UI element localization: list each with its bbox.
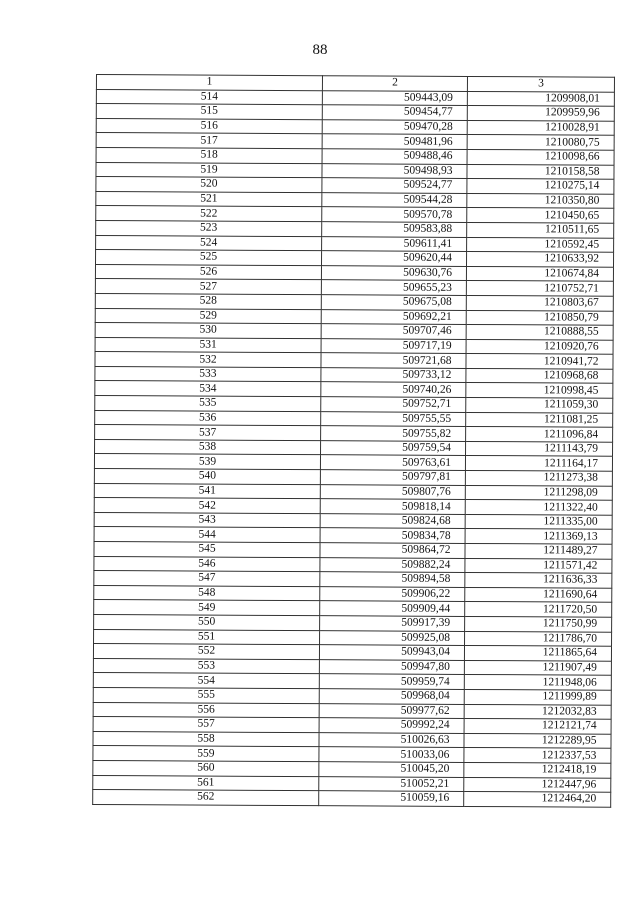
- x-coordinate-cell: 509481,96: [322, 134, 467, 149]
- y-coordinate-cell: 1212121,74: [464, 719, 611, 734]
- y-coordinate-cell: 1211298,09: [465, 485, 612, 500]
- y-coordinate-cell: 1210633,92: [466, 252, 613, 267]
- x-coordinate-cell: 510059,16: [319, 791, 464, 806]
- x-coordinate-cell: 509925,08: [320, 630, 465, 645]
- y-coordinate-cell: 1210803,67: [466, 295, 613, 310]
- x-coordinate-cell: 509755,55: [321, 411, 466, 426]
- point-number-cell: 534: [95, 381, 321, 397]
- y-coordinate-cell: 1212418,19: [464, 762, 611, 777]
- y-coordinate-cell: 1210511,65: [467, 222, 614, 237]
- y-coordinate-cell: 1211489,27: [465, 543, 612, 558]
- x-coordinate-cell: 509818,14: [320, 499, 465, 514]
- x-coordinate-cell: 509488,46: [322, 149, 467, 164]
- x-coordinate-cell: 509707,46: [321, 324, 466, 339]
- page-number: 88: [312, 42, 328, 58]
- y-coordinate-cell: 1212447,96: [464, 777, 611, 792]
- point-number-cell: 535: [95, 396, 321, 412]
- point-number-cell: 515: [96, 104, 322, 120]
- point-number-cell: 540: [94, 469, 320, 485]
- y-coordinate-cell: 1211865,64: [464, 646, 611, 661]
- y-coordinate-cell: 1210158,58: [467, 164, 614, 179]
- point-number-cell: 551: [94, 629, 320, 645]
- point-number-cell: 561: [93, 775, 319, 791]
- x-coordinate-cell: 509443,09: [322, 90, 467, 105]
- point-number-cell: 545: [94, 541, 320, 557]
- point-number-cell: 562: [93, 790, 319, 806]
- y-coordinate-cell: 1211750,99: [465, 616, 612, 631]
- point-number-cell: 550: [94, 614, 320, 630]
- point-number-cell: 537: [95, 425, 321, 441]
- y-coordinate-cell: 1211720,50: [465, 602, 612, 617]
- y-coordinate-cell: 1210920,76: [466, 339, 613, 354]
- x-coordinate-cell: 509947,80: [319, 659, 464, 674]
- point-number-cell: 552: [93, 644, 319, 660]
- y-coordinate-cell: 1212337,53: [464, 748, 611, 763]
- y-coordinate-cell: 1211948,06: [464, 675, 611, 690]
- x-coordinate-cell: 510052,21: [319, 776, 464, 791]
- point-number-cell: 556: [93, 702, 319, 718]
- x-coordinate-cell: 509763,61: [320, 455, 465, 470]
- point-number-cell: 544: [94, 527, 320, 543]
- y-coordinate-cell: 1211164,17: [465, 456, 612, 471]
- point-number-cell: 529: [95, 308, 321, 324]
- x-coordinate-cell: 509943,04: [319, 645, 464, 660]
- y-coordinate-cell: 1210028,91: [467, 120, 614, 135]
- x-coordinate-cell: 509864,72: [320, 543, 465, 558]
- x-coordinate-cell: 509620,44: [322, 251, 467, 266]
- x-coordinate-cell: 509894,58: [320, 572, 465, 587]
- y-coordinate-cell: 1209959,96: [467, 106, 614, 121]
- y-coordinate-cell: 1210888,55: [466, 325, 613, 340]
- x-coordinate-cell: 509968,04: [319, 689, 464, 704]
- point-number-cell: 525: [96, 250, 322, 266]
- point-number-cell: 555: [93, 687, 319, 703]
- point-number-cell: 533: [95, 366, 321, 382]
- x-coordinate-cell: 509759,54: [321, 441, 466, 456]
- x-coordinate-cell: 509721,68: [321, 353, 466, 368]
- point-number-cell: 549: [94, 600, 320, 616]
- point-number-cell: 523: [96, 220, 322, 236]
- x-coordinate-cell: 509524,77: [322, 178, 467, 193]
- x-coordinate-cell: 509740,26: [321, 382, 466, 397]
- x-coordinate-cell: 509906,22: [320, 586, 465, 601]
- y-coordinate-cell: 1211059,30: [466, 398, 613, 413]
- point-number-cell: 560: [93, 760, 319, 776]
- point-number-cell: 518: [96, 147, 322, 163]
- point-number-cell: 548: [94, 585, 320, 601]
- point-number-cell: 554: [93, 673, 319, 689]
- point-number-cell: 526: [95, 264, 321, 280]
- point-number-cell: 532: [95, 352, 321, 368]
- y-coordinate-cell: 1210850,79: [466, 310, 613, 325]
- x-coordinate-cell: 509733,12: [321, 368, 466, 383]
- y-coordinate-cell: 1211143,79: [466, 441, 613, 456]
- y-coordinate-cell: 1210674,84: [466, 266, 613, 281]
- point-number-cell: 559: [93, 746, 319, 762]
- x-coordinate-cell: 509544,28: [322, 192, 467, 207]
- point-number-cell: 528: [95, 293, 321, 309]
- point-number-cell: 539: [94, 454, 320, 470]
- y-coordinate-cell: 1210098,66: [467, 149, 614, 164]
- y-coordinate-cell: 1211335,00: [465, 514, 612, 529]
- point-number-cell: 547: [94, 571, 320, 587]
- x-coordinate-cell: 509977,62: [319, 703, 464, 718]
- y-coordinate-cell: 1210450,65: [467, 208, 614, 223]
- x-coordinate-cell: 509655,23: [321, 280, 466, 295]
- table-row: [93, 790, 611, 807]
- y-coordinate-cell: 1210998,45: [466, 383, 613, 398]
- point-number-cell: 546: [94, 556, 320, 572]
- x-coordinate-cell: 509959,74: [319, 674, 464, 689]
- x-coordinate-cell: 509807,76: [320, 484, 465, 499]
- point-number-cell: 520: [96, 177, 322, 193]
- x-coordinate-cell: 509909,44: [320, 601, 465, 616]
- point-number-cell: 558: [93, 731, 319, 747]
- x-coordinate-cell: 509630,76: [321, 265, 466, 280]
- x-coordinate-cell: 509824,68: [320, 513, 465, 528]
- point-number-cell: 538: [95, 439, 321, 455]
- x-coordinate-cell: 509752,71: [321, 397, 466, 412]
- x-coordinate-cell: 509583,88: [322, 222, 467, 237]
- y-coordinate-cell: 1209908,01: [467, 91, 614, 106]
- point-number-cell: 557: [93, 717, 319, 733]
- header-col-1: 1: [96, 75, 322, 91]
- x-coordinate-cell: 509755,82: [321, 426, 466, 441]
- y-coordinate-cell: 1211999,89: [464, 689, 611, 704]
- x-coordinate-cell: 509992,24: [319, 718, 464, 733]
- y-coordinate-cell: 1212289,95: [464, 733, 611, 748]
- y-coordinate-cell: 1211786,70: [465, 631, 612, 646]
- x-coordinate-cell: 509917,39: [320, 616, 465, 631]
- y-coordinate-cell: 1212032,83: [464, 704, 611, 719]
- point-number-cell: 542: [94, 498, 320, 514]
- point-number-cell: 524: [96, 235, 322, 251]
- x-coordinate-cell: 510033,06: [319, 747, 464, 762]
- x-coordinate-cell: 509498,93: [322, 163, 467, 178]
- point-number-cell: 519: [96, 162, 322, 178]
- y-coordinate-cell: 1211369,13: [465, 529, 612, 544]
- point-number-cell: 516: [96, 118, 322, 134]
- x-coordinate-cell: 509834,78: [320, 528, 465, 543]
- point-number-cell: 543: [94, 512, 320, 528]
- y-coordinate-cell: 1211096,84: [466, 427, 613, 442]
- y-coordinate-cell: 1210592,45: [467, 237, 614, 252]
- point-number-cell: 527: [95, 279, 321, 295]
- y-coordinate-cell: 1211690,64: [465, 587, 612, 602]
- y-coordinate-cell: 1211636,33: [465, 573, 612, 588]
- x-coordinate-cell: 509454,77: [322, 105, 467, 120]
- header-col-3: 3: [467, 76, 614, 91]
- point-number-cell: 514: [96, 89, 322, 105]
- y-coordinate-cell: 1210080,75: [467, 135, 614, 150]
- x-coordinate-cell: 509692,21: [321, 309, 466, 324]
- point-number-cell: 521: [96, 191, 322, 207]
- x-coordinate-cell: 509570,78: [322, 207, 467, 222]
- y-coordinate-cell: 1211273,38: [465, 470, 612, 485]
- y-coordinate-cell: 1210968,68: [466, 368, 613, 383]
- y-coordinate-cell: 1211907,49: [464, 660, 611, 675]
- point-number-cell: 531: [95, 337, 321, 353]
- point-number-cell: 536: [95, 410, 321, 426]
- y-coordinate-cell: 1210941,72: [466, 354, 613, 369]
- y-coordinate-cell: 1211081,25: [466, 412, 613, 427]
- x-coordinate-cell: 510026,63: [319, 732, 464, 747]
- y-coordinate-cell: 1211571,42: [465, 558, 612, 573]
- x-coordinate-cell: 509470,28: [322, 119, 467, 134]
- point-number-cell: 541: [94, 483, 320, 499]
- x-coordinate-cell: 509882,24: [320, 557, 465, 572]
- point-number-cell: 522: [96, 206, 322, 222]
- point-number-cell: 553: [93, 658, 319, 674]
- x-coordinate-cell: 509717,19: [321, 338, 466, 353]
- x-coordinate-cell: 509675,08: [321, 295, 466, 310]
- y-coordinate-cell: 1211322,40: [465, 500, 612, 515]
- header-col-2: 2: [322, 76, 467, 91]
- point-number-cell: 517: [96, 133, 322, 149]
- y-coordinate-cell: 1212464,20: [464, 792, 611, 807]
- table-body: [93, 89, 615, 807]
- x-coordinate-cell: 510045,20: [319, 762, 464, 777]
- point-number-cell: 530: [95, 323, 321, 339]
- x-coordinate-cell: 509611,41: [322, 236, 467, 251]
- y-coordinate-cell: 1210275,14: [467, 179, 614, 194]
- x-coordinate-cell: 509797,81: [320, 470, 465, 485]
- y-coordinate-cell: 1210752,71: [466, 281, 613, 296]
- coordinates-table: [92, 74, 615, 807]
- y-coordinate-cell: 1210350,80: [467, 193, 614, 208]
